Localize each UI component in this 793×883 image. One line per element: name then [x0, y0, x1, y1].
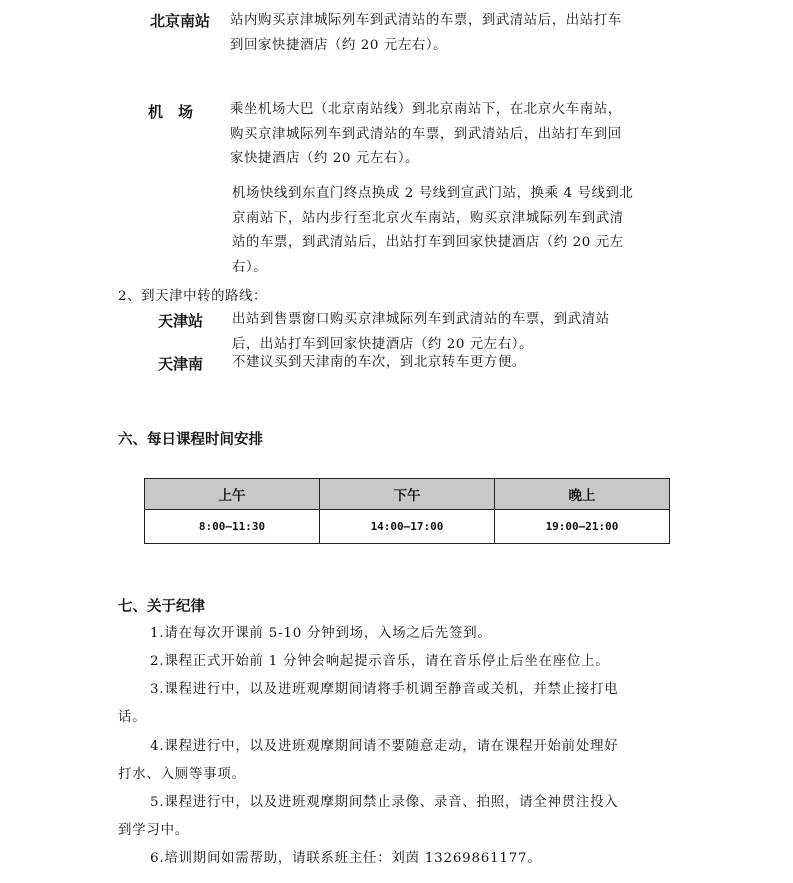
- schedule-time-row: [145, 510, 670, 544]
- section6-title: 六、每日课程时间安排: [118, 432, 263, 448]
- text-line: 家快捷酒店（约 20 元左右）。: [230, 151, 420, 166]
- route-text-airport-express: [232, 182, 633, 280]
- rule-2: 2.课程正式开始前 1 分钟会响起提示音乐，请在音乐停止后坐在座位上。: [150, 654, 610, 669]
- schedule-table: [144, 478, 670, 544]
- rule-5-cont: 到学习中。: [118, 823, 189, 838]
- text-line: 乘坐机场大巴（北京南站线）到北京南站下，在北京火车南站，: [230, 102, 622, 117]
- route-text-beijing-south: [230, 9, 622, 58]
- rule-1: 1.请在每次开课前 5-10 分钟到场，入场之后先签到。: [150, 626, 492, 641]
- rule-3: 3.课程进行中，以及进班观摩期间请将手机调至静音或关机，并禁止接打电: [150, 682, 619, 697]
- text-line: 右）。: [232, 259, 268, 275]
- route-text-tianjin-south: 不建议买到天津南的车次，到北京转车更方便。: [232, 355, 526, 370]
- schedule-header-afternoon: 下午: [320, 479, 495, 510]
- rule-4-cont: 打水、入厕等事项。: [118, 767, 246, 782]
- route-label-beijing-south: 北京南站: [150, 12, 211, 30]
- text-line: 站的车票，到武清站后，出站打车到回家快捷酒店（约 20 元左: [232, 235, 624, 250]
- schedule-time-afternoon: 14:00—17:00: [320, 510, 495, 544]
- route-label-tianjin-south: 天津南: [158, 355, 204, 373]
- schedule-header-evening: 晚上: [495, 479, 670, 510]
- text-line: 京南站下，站内步行至北京火车南站，购买京津城际列车到武清: [232, 210, 624, 226]
- schedule-header-row: [145, 479, 670, 510]
- route-label-tianjin: 天津站: [158, 312, 204, 330]
- schedule-time-evening: 19:00—21:00: [495, 510, 670, 544]
- schedule-header-morning: 上午: [145, 479, 320, 510]
- rule-4: 4.课程进行中，以及进班观摩期间请不要随意走动，请在课程开始前处理好: [150, 739, 619, 754]
- rule-3-cont: 话。: [118, 710, 147, 725]
- route-label-airport: 机 场: [148, 103, 194, 121]
- text-line: 出站到售票窗口购买京津城际列车到武清站的车票，到武清站: [232, 312, 610, 327]
- route-text-tianjin: [232, 308, 610, 357]
- rule-5: 5.课程进行中，以及进班观摩期间禁止录像、录音、拍照，请全神贯注投入: [150, 795, 619, 810]
- route-text-airport: [230, 98, 622, 172]
- text-line: 到回家快捷酒店（约 20 元左右）。: [230, 37, 448, 53]
- schedule-time-morning: 8:00—11:30: [145, 510, 320, 544]
- text-line: 购买京津城际列车到武清站的车票，到武清站后，出站打车到回: [230, 126, 622, 142]
- text-line: 站内购买京津城际列车到武清站的车票，到武清站后，出站打车: [230, 13, 622, 28]
- text-line: 机场快线到东直门终点换成 2 号线到宣武门站，换乘 4 号线到北: [232, 186, 634, 201]
- section7-title: 七、关于纪律: [118, 599, 205, 615]
- tianjin-heading: 2、到天津中转的路线：: [118, 289, 268, 304]
- text-line: 后，出站打车到回家快捷酒店（约 20 元左右）。: [232, 336, 534, 352]
- rule-6: 6.培训期间如需帮助，请联系班主任：刘茵 13269861177。: [150, 851, 542, 866]
